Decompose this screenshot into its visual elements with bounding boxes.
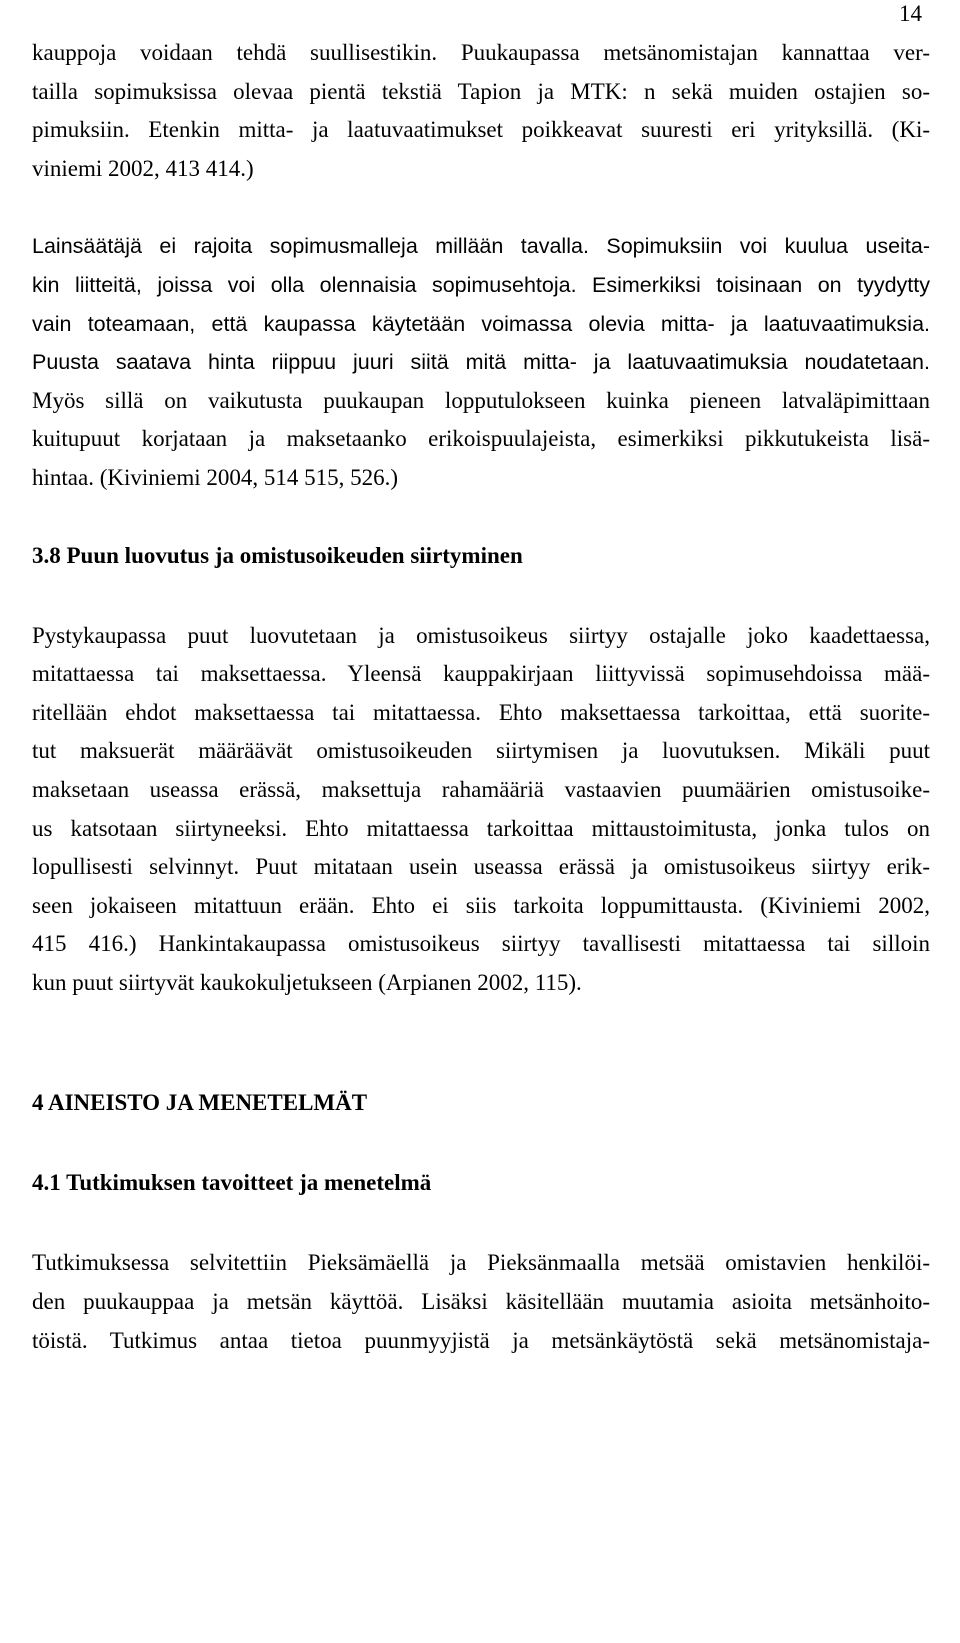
text-line: hintaa. (Kiviniemi 2004, 514 515, 526.) — [32, 464, 399, 490]
paragraph — [32, 34, 930, 188]
text-line: us katsotaan siirtyneeksi. Ehto mitattaessa tarkoittaa mittaustoimitusta, jonka tulos on — [32, 815, 930, 841]
text-line: kuitupuut korjataan ja maksetaanko erikoispuulajeista, esimerkiksi pikkutukeista lisä- — [32, 426, 930, 452]
section-heading: 3.8 Puun luovutus ja omistusoikeuden siirtyminen — [32, 542, 523, 568]
text-line: Puusta saatava hinta riippuu juuri siitä mitä mitta- ja laatuvaatimuksia noudatetaan. — [32, 350, 930, 375]
text-line: Tutkimuksessa selvitettiin Pieksämäellä ja Pieksänmaalla metsää omistavien henkilöi- — [32, 1250, 930, 1276]
paragraph — [32, 1244, 930, 1360]
text-line: Pystykaupassa puut luovutetaan ja omistusoikeus siirtyy ostajalle joko kaadettaessa, — [32, 622, 930, 648]
text-line: Lainsäätäjä ei rajoita sopimusmalleja millään tavalla. Sopimuksiin voi kuulua useita- — [32, 234, 930, 259]
page-number: 14 — [899, 1, 922, 26]
text-line: ritellään ehdot maksettaessa tai mitattaessa. Ehto maksettaessa tarkoittaa, että suorite- — [32, 699, 930, 725]
text-line: vain toteamaan, että kaupassa käytetään voimassa olevia mitta- ja laatuvaatimuksia. — [32, 311, 930, 336]
document-body — [32, 34, 930, 1360]
text-line: lopullisesti selvinnyt. Puut mitataan usein useassa erässä ja omistusoikeus siirtyy erik- — [32, 854, 930, 880]
section-heading: 4.1 Tutkimuksen tavoitteet ja menetelmä — [32, 1170, 432, 1196]
text-line: kun puut siirtyvät kaukokuljetukseen (Arpianen 2002, 115). — [32, 969, 582, 995]
text-line: maksetaan useassa erässä, maksettuja rahamääriä vastaavien puumäärien omistusoike- — [32, 776, 930, 802]
text-line: kauppoja voidaan tehdä suullisestikin. Puukaupassa metsänomistajan kannattaa ver- — [32, 40, 930, 65]
text-line: kin liitteitä, joissa voi olla olennaisia sopimusehtoja. Esimerkiksi toisinaan on tyydytty — [32, 272, 930, 297]
text-line: seen jokaiseen mitattuun erään. Ehto ei siis tarkoita loppumittausta. (Kiviniemi 2002, — [32, 892, 930, 918]
text-line: tut maksuerät määräävät omistusoikeuden siirtymisen ja luovutuksen. Mikäli puut — [32, 738, 930, 764]
text-line: mitattaessa tai maksettaessa. Yleensä kauppakirjaan liittyvissä sopimusehdoissa mää- — [32, 661, 930, 687]
text-line: 415 416.) Hankintakaupassa omistusoikeus siirtyy tavallisesti mitattaessa tai silloin — [32, 931, 930, 957]
text-line: Myös sillä on vaikutusta puukaupan lopputulokseen kuinka pieneen latvaläpimittaan — [32, 387, 930, 413]
text-line: tailla sopimuksissa olevaa pientä tekstiä Tapion ja MTK: n sekä muiden ostajien so- — [32, 78, 930, 104]
chapter-heading: 4 AINEISTO JA MENETELMÄT — [32, 1090, 368, 1116]
text-line: pimuksiin. Etenkin mitta- ja laatuvaatimukset poikkeavat suuresti eri yrityksillä. (Ki- — [32, 117, 930, 143]
paragraph — [32, 617, 930, 1003]
text-line: töistä. Tutkimus antaa tietoa puunmyyjistä ja metsänkäytöstä sekä metsänomistaja- — [32, 1327, 930, 1353]
text-line: den puukauppaa ja metsän käyttöä. Lisäksi käsitellään muutamia asioita metsänhoito- — [32, 1289, 930, 1315]
text-line: viniemi 2002, 413 414.) — [32, 155, 254, 181]
paragraph — [32, 227, 930, 497]
